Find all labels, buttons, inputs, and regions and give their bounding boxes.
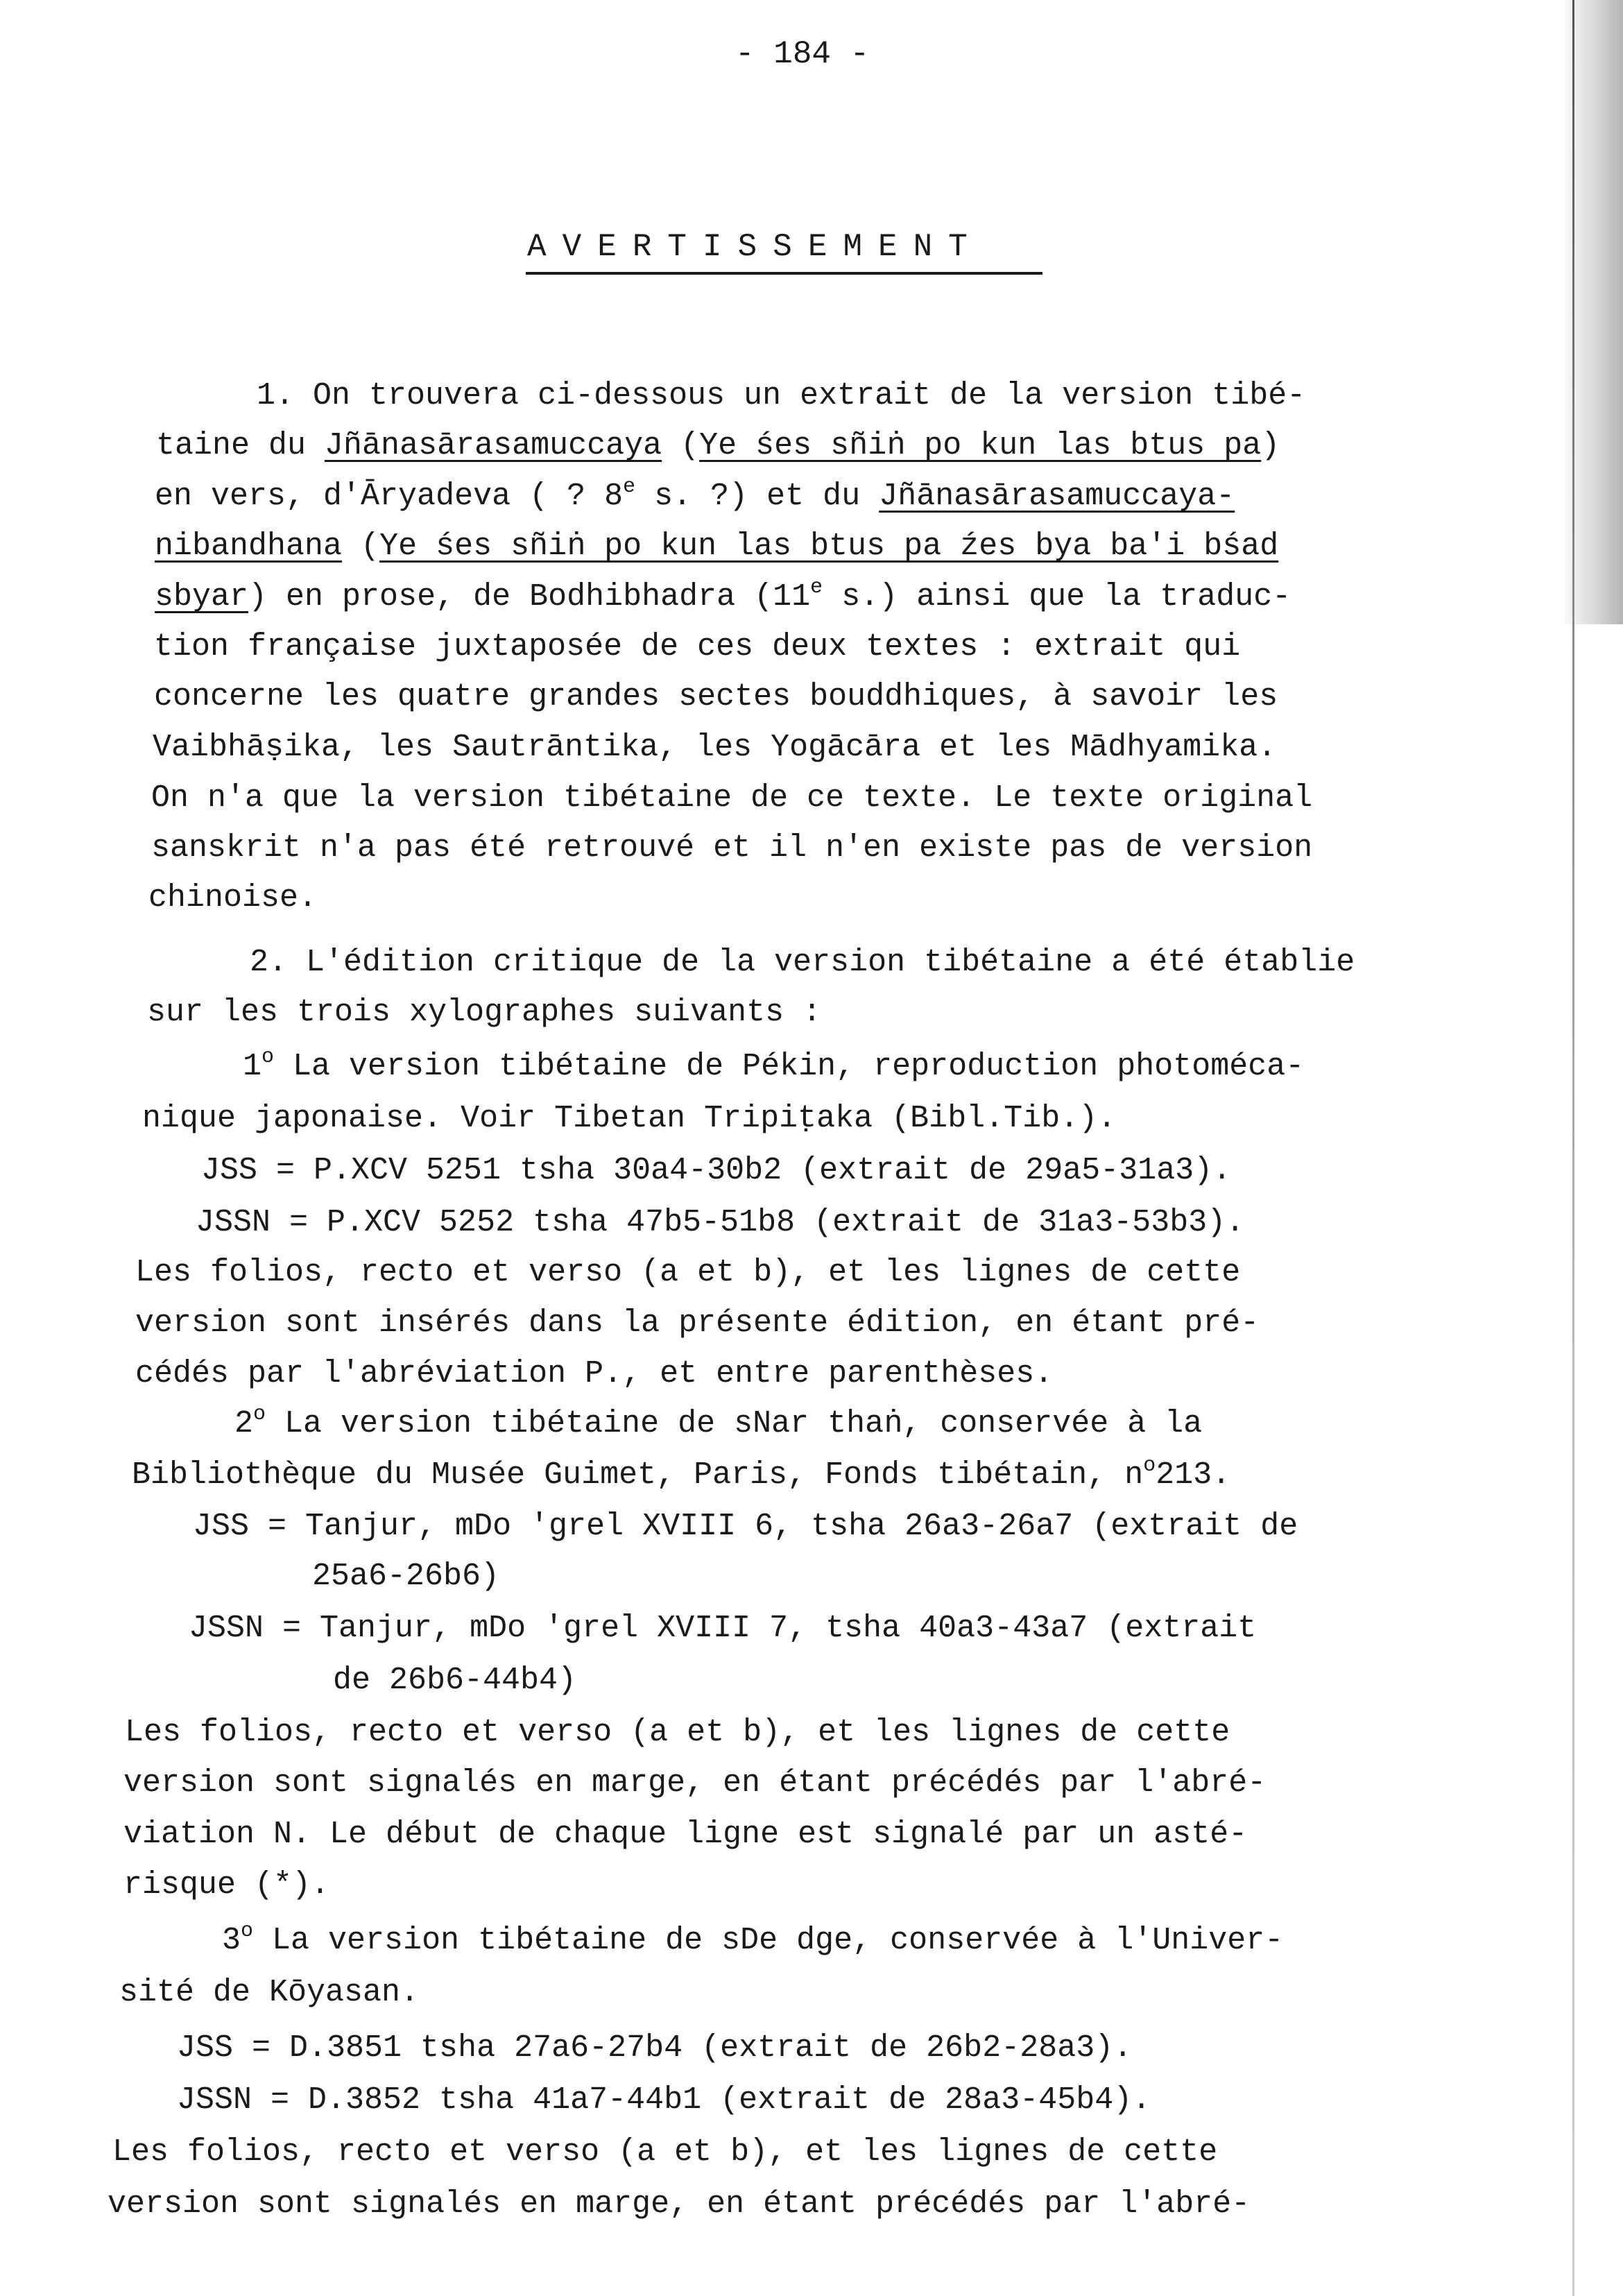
p1-line-4: nibandhana (Ye śes sñiṅ po kun las btus pa źes bya ba'i bśad bbox=[155, 529, 1279, 564]
s1-note-1: Les folios, recto et verso (a et b), et les lignes de cette bbox=[135, 1255, 1241, 1290]
p2-line-1: 2. L'édition critique de la version tibétaine a été établie bbox=[250, 945, 1355, 980]
p1-line-1: 1. On trouvera ci-dessous un extrait de la version tibé- bbox=[257, 378, 1306, 413]
s2-jssn-2: de 26b6-44b4) bbox=[333, 1663, 577, 1698]
s1-note-3: cédés par l'abréviation P., et entre parenthèses. bbox=[135, 1356, 1054, 1391]
p1-line-2: taine du Jñānasārasamuccaya (Ye śes sñiṅ po kun las btus pa) bbox=[156, 428, 1280, 463]
s1-jssn: JSSN = P.XCV 5252 tsha 47b5-51b8 (extrait de 31a3-53b3). bbox=[196, 1205, 1245, 1240]
s1-jss: JSS = P.XCV 5251 tsha 30a4-30b2 (extrait de 29a5-31a3). bbox=[201, 1153, 1232, 1188]
s1-note-2: version sont insérés dans la présente édition, en étant pré- bbox=[135, 1305, 1260, 1341]
s1-line-2: nique japonaise. Voir Tibetan Tripiṭaka (Bibl.Tib.). bbox=[142, 1101, 1117, 1136]
s2-line-2: Bibliothèque du Musée Guimet, Paris, Fonds tibétain, $n^o213$. bbox=[132, 1454, 1231, 1493]
p2-line-2: sur les trois xylographes suivants : bbox=[147, 995, 822, 1030]
p1-line-7: concerne les quatre grandes sectes bouddhiques, à savoir les bbox=[154, 679, 1278, 714]
s2-jss-1: JSS = Tanjur, mDo 'grel XVIII 6, tsha 26a3-26a7 (extrait de bbox=[193, 1509, 1298, 1544]
p1-line-8: Vaibhāṣika, les Sautrāntika, les Yogācāra et les Mādhyamika. bbox=[153, 730, 1277, 765]
s3-line-1: 3$^o$ La version tibétaine de sDe dge, conservée à l'Univer- bbox=[222, 1919, 1284, 1958]
title-underline bbox=[526, 272, 1042, 275]
s3-jss: JSS = D.3851 tsha 27a6-27b4 (extrait de 26b2-28a3). bbox=[177, 2030, 1133, 2066]
s3-jssn: JSSN = D.3852 tsha 41a7-44b1 (extrait de 28a3-45b4). bbox=[177, 2082, 1151, 2118]
p1-line-10: sanskrit n'a pas été retrouvé et il n'en existe pas de version bbox=[151, 830, 1313, 866]
p1-line-5: sbyar) en prose, de Bodhibhadra (11e s.) ainsi que la traduc- bbox=[155, 576, 1291, 615]
s2-note-2: version sont signalés en marge, en étant précédés par l'abré- bbox=[123, 1765, 1266, 1801]
s3-line-2: sité de Kōyasan. bbox=[119, 1975, 420, 2010]
page-number: - 184 - bbox=[735, 36, 870, 72]
p1-line-3: en vers, d'Āryadeva ( ? 8e s. ?) et du Jñānasārasamuccaya- bbox=[155, 475, 1235, 514]
work-title-jssn: Jñānasārasamuccaya- bbox=[879, 479, 1235, 514]
s2-line-1: 2$^o$ La version tibétaine de sNar thaṅ, conservée à la bbox=[234, 1403, 1203, 1441]
work-title-jss: Jñānasārasamuccaya bbox=[325, 428, 662, 463]
p1-line-6: tion française juxtaposée de ces deux textes : extrait qui bbox=[154, 629, 1241, 665]
s3-note-1: Les folios, recto et verso (a et b), et les lignes de cette bbox=[112, 2134, 1218, 2170]
scan-edge-shadow bbox=[1561, 0, 1623, 624]
s2-note-4: risque (*). bbox=[123, 1867, 330, 1903]
s2-note-1: Les folios, recto et verso (a et b), et les lignes de cette bbox=[125, 1715, 1230, 1750]
s1-line-1: 1$^o$ La version tibétaine de Pékin, reproduction photoméca- bbox=[243, 1045, 1305, 1084]
p1-line-11: chinoise. bbox=[148, 880, 318, 916]
p1-line-9: On n'a que la version tibétaine de ce texte. Le texte original bbox=[151, 780, 1313, 816]
work-title-jss-tibetan: Ye śes sñiṅ po kun las btus pa bbox=[699, 428, 1262, 463]
scan-edge-line bbox=[1572, 0, 1574, 2296]
s2-jssn-1: JSSN = Tanjur, mDo 'grel XVIII 7, tsha 40a3-43a7 (extrait bbox=[189, 1611, 1257, 1646]
page-title: AVERTISSEMENT bbox=[527, 229, 984, 265]
s3-note-2: version sont signalés en marge, en étant précédés par l'abré- bbox=[108, 2186, 1251, 2222]
s2-note-3: viation N. Le début de chaque ligne est signalé par un asté- bbox=[123, 1817, 1248, 1852]
s2-jss-2: 25a6-26b6) bbox=[312, 1559, 500, 1594]
work-title-jssn-tibetan: Ye śes sñiṅ po kun las btus pa źes bya ba'i bśad bbox=[379, 529, 1279, 564]
